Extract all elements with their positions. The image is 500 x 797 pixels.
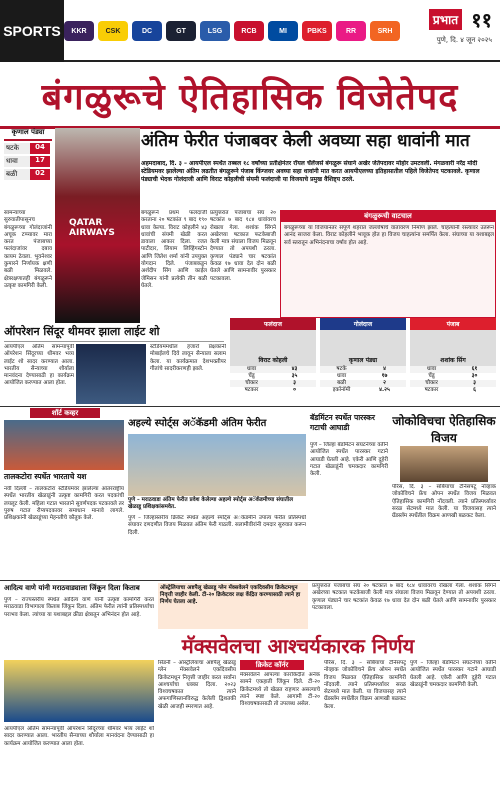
maxwell-intro: प्रत्युत्तरात पंजाबचा संघ २० षटकांत ७ बाद १८४ धावांवरच रोखला गेला. शशांक सिंगने अखेरच्या षटकात फटकेबाजी केली मात्र संघाला विजय मिळवून देण्यात तो अपयशी ठरला. कृणाल पंड्याने चार षटकांत केवळ १७ धावा देत दोन बळी घेतले आणि सामनावीर पुरस्कार पटकावला. (312, 583, 496, 611)
team-logo-pbks: PBKS (302, 21, 332, 41)
stats-panel (230, 318, 496, 404)
stat-value: ४.२५ (379, 387, 390, 393)
team-logo-lsg: LSG (200, 21, 230, 41)
info-box (280, 210, 496, 318)
academy-caption: पुणे – मराठवाडा अंतिम फेरीत प्रवेश केलेल्या अहल्ये स्पोर्ट्स अॅकॅडमीच्या संघातील खेळाडू प्रशिक्षकांसमवेत. (128, 497, 293, 510)
djokovic-headline: जोकोविचचा ऐतिहासिक विजय (392, 414, 496, 445)
scorecard-text: सामन्याच्या सुरुवातीपासूनच बंगळुरूच्या गोलंदाजांनी अचूक टप्प्यावर मारा करत पंजाबच्या फलंदाजांवर दबाव कायम ठेवला. भुवनेश्वर कुमारने निर्णायक क्षणी बळी मिळवले. क्षेत्ररक्षणातही बंगळुरूने उत्कृष्ट कामगिरी केली. (4, 210, 52, 289)
academy-headline: अहल्ये स्पोर्ट्स अॅकॅडमी अंतिम फेरीत (128, 418, 267, 429)
team-logo-csk: CSK (98, 21, 128, 41)
info-box-title: बंगळुरूची वाटचाल (281, 211, 495, 222)
stat-label: इकॉनॉमी (332, 387, 351, 393)
stat-value: ० (293, 387, 296, 393)
stat-value: ३५ (291, 373, 298, 379)
stat-label: चेंडू (428, 373, 435, 379)
stat-value: २ (383, 380, 386, 386)
op-sindoor-text-right: स्टेडियममधील हजारो प्रेक्षकांनी मोबाईलचे दिवे लावून सैन्याला सलाम केला. या कार्यक्रमात देशभक्तीपर गीतांचे सादरीकरणही झाले. (150, 344, 226, 372)
maxwell-caption: ऑस्ट्रेलियाचा अष्टपैलू खेळाडू ग्लेन मॅक्सवेलने एकदिवसीय क्रिकेटमधून निवृत्ती जाहीर केली. टी-२० क्रिकेटवर लक्ष केंद्रित करण्यासाठी त्याने हा निर्णय घेतला आहे. (158, 583, 308, 629)
stat-label: धावा (336, 373, 347, 379)
stat-label: धावा (426, 366, 437, 372)
stat-value: ३ (473, 380, 476, 386)
score-row: बळी 02 (4, 169, 52, 180)
stat-label: चौकार (245, 380, 258, 386)
masthead (0, 0, 500, 62)
section-rule (0, 406, 500, 407)
body-col-2: प्रत्युत्तरात पंजाबचा संघ २० षटकांत ७ बाद १८४ धावांवरच रोखला गेला. शशांक सिंगने अखेरच्या षटकात फटकेबाजी केली मात्र संघाला विजय मिळवून देण्यात तो अपयशी ठरला. कृणाल पंड्याने चार षटकांत केवळ १७ धावा देत दोन बळी घेतले आणि सामनावीर पुरस्कार पटकावला. (210, 210, 276, 282)
team-logos (64, 6, 414, 56)
stat-row (320, 380, 406, 387)
stat-player: विराट कोहली (230, 330, 316, 366)
info-box-text: बंगळुरूच्या या विजयानंतर संपूर्ण शहरात जल्लोषाचे वातावरण निर्माण झाले. चाहत्यांनी रस्त्यावर उतरून आनंद साजरा केला. विराट कोहलीने भावूक होत हा विजय चाहत्यांना समर्पित केला. संघाच्या या यशाबद्दल सर्व स्तरातून अभिनंदनाचा वर्षाव होत आहे. (284, 225, 494, 246)
light-show-photo (76, 344, 146, 404)
team-celebration-photo (4, 420, 124, 470)
stat-label: चौकार (425, 380, 438, 386)
stat-value: ६१ (471, 366, 478, 372)
badminton-headline: बॅडमिंटन स्पर्धेत पारस्कर गटाची आघाडी (310, 413, 375, 432)
stat-row (230, 387, 316, 394)
team-logo-srh: SRH (370, 21, 400, 41)
team-logo-kkr: KKR (64, 21, 94, 41)
jersey-sponsor: QATAR AIRWAYS (69, 218, 115, 238)
aditya-text: पुणे – राज्यस्तरीय स्पर्धेत आदित्य वाणे यांनी उत्कृष्ट कामगिरी करत मराठवाडा विभागाला किताब जिंकून दिला. अंतिम फेरीत त्यांनी प्रतिस्पर्ध्याचा पराभव केला. त्यांच्या या यशाबद्दल क्रीडा क्षेत्रातून अभिनंदन होत आहे. (4, 597, 154, 618)
scorecard-title: कृणाल पंड्या (4, 128, 52, 141)
maxwell-text-1: सिडनी – ऑस्ट्रेलियाचा अष्टपैलू खेळाडू ग्लेन मॅक्सवेलने एकदिवसीय क्रिकेटमधून निवृत्ती जाहीर करत सर्वांना आश्चर्याचा धक्का दिला. २०२३ विश्वचषकात त्याने अफगाणिस्तानविरुद्ध केलेली द्विशतकी खेळी आजही स्मरणात आहे. (158, 660, 236, 710)
stat-value: ३ (293, 380, 296, 386)
score-row: धावा 17 (4, 156, 52, 167)
maxwell-headline: मॅक्सवेलचा आश्चर्यकारक निर्णय (181, 634, 415, 658)
stat-player: कृणाल पंड्या (320, 330, 406, 366)
date-line: पुणे, दि. ४ जून २०२५ (436, 36, 492, 44)
brand-block (406, 6, 492, 56)
main-headline: बंगळुरूचे ऐतिहासिक विजेतेपद (41, 75, 459, 118)
team-logo-gt: GT (166, 21, 196, 41)
scorecard (4, 128, 52, 208)
stat-label: चेंडू (248, 373, 255, 379)
op-sindoor-text-left: आयपीएल अंतिम सामन्यापूर्वी ऑपरेशन सिंदूरच्या थीमवर भव्य लाईट शो सादर करण्यात आला. भारतीय सैन्याच्या शौर्याला मानवंदना देण्यासाठी हा कार्यक्रम आयोजित करण्यात आला होता. (4, 344, 74, 387)
stat-head: फलंदाज (230, 318, 316, 330)
stat-player: शशांक सिंग (410, 330, 496, 366)
page-number: ११ (471, 10, 492, 32)
stat-head: गोलंदाज (320, 318, 406, 330)
football-text: नवी दिल्ली – तालकटोरा स्टेडियमवर झालेल्या आंतरराष्ट्रीय स्पर्धेत भारतीय खेळाडूंनी उत्कृष्ट कामगिरी करत पदकांची लयलूट केली. महिला गटात भारताने सुवर्णपदक पटकावले तर पुरुष गटात रौप्यपदकावर समाधान मानावे लागले. प्रशिक्षकांनी खेळाडूंच्या मेहनतीचे कौतुक केले. (4, 486, 124, 522)
brand-logo: प्रभात (429, 9, 462, 30)
stat-column-punjab (410, 318, 496, 404)
academy-text: पुणे – जिल्हास्तरीय क्रिकेट स्पर्धेत अहल्ये स्पोर्ट्स अॅकॅडमीने उपांत्य फेरीत प्रतिस्पर्धी संघावर दणदणीत विजय मिळवत अंतिम फेरी गाठली. सलामीवीरांनी दमदार सुरुवात करून दिली. (128, 515, 306, 536)
team-logo-dc: DC (132, 21, 162, 41)
player-photo (55, 128, 140, 323)
stat-row (230, 373, 316, 380)
cricket-corner-tag: क्रिकेट कॉर्नर (240, 660, 304, 670)
team-logo-rcb: RCB (234, 21, 264, 41)
stat-head: पंजाब (410, 318, 496, 330)
stat-row (410, 380, 496, 387)
stat-row (320, 387, 406, 394)
short-cover-tag: शॉर्ट कव्हर (30, 408, 100, 418)
stat-row (230, 366, 316, 373)
stat-label: धावा (246, 366, 257, 372)
stat-label: षटकार (424, 387, 439, 393)
stat-column-bowler (320, 318, 406, 404)
maxwell-text-4: पुणे – जिल्हा बॅडमिंटन संघटनेच्या वतीने आयोजित स्पर्धेत पारस्कर गटाने आघाडी घेतली आहे. एकेरी आणि दुहेरी गटात खेळाडूंनी चमकदार कामगिरी केली. (410, 660, 496, 688)
maxwell-text-2: मॅक्सवेलने आपल्या कारकिर्दीत अनेक सामने एकहाती जिंकून दिले. टी-२० क्रिकेटमध्ये तो खेळत राहणार असल्याचे त्याने स्पष्ट केले. आगामी टी-२० विश्वचषकासाठी तो उपलब्ध असेल. (240, 672, 320, 708)
stat-value: १७ (381, 373, 388, 379)
team-logo-mi: MI (268, 21, 298, 41)
stat-label: बळी (337, 380, 346, 386)
stat-row (410, 366, 496, 373)
stat-row (320, 373, 406, 380)
stat-value: ४ (383, 366, 386, 372)
stat-value: ६ (473, 387, 476, 393)
maxwell-text-3: पॅरिस, दि. ३ – सर्बियाचा टेनिसपटू नोव्हाक जोकोविचने फ्रेंच ओपन स्पर्धेत विजय मिळवत ऐतिहासिक कामगिरी नोंदवली. त्याने प्रतिस्पर्ध्यावर सरळ सेटमध्ये मात केली. या विजयासह त्याने ग्रँडस्लॅम स्पर्धेतील विक्रम आणखी बळकट केला. (324, 660, 406, 710)
stat-row (410, 373, 496, 380)
lead-paragraph: अहमदाबाद, दि. ३ – आयपीएल स्पर्धेत तब्बल १८ वर्षांच्या प्रतीक्षेनंतर रॉयल चॅलेंजर्स बंगळुरू संघाने अखेर जेतेपदावर मोहोर उमटवली. मंगळवारी नरेंद्र मोदी स्टेडियमवर झालेल्या अंतिम लढतीत बंगळुरूने पंजाब किंग्जवर अवघ्या सहा धावांनी मात करत आयपीएलच्या इतिहासातील पहिले विजेतेपद पटकावले. कृणाल पंड्याची भेदक गोलंदाजी आणि विराट कोहलीची संयमी फलंदाजी या विजयाचे प्रमुख वैशिष्ट्य ठरले. (141, 160, 480, 183)
maxwell-photo (4, 660, 154, 722)
stat-row (320, 366, 406, 373)
djokovic-photo (400, 446, 488, 482)
djokovic-text: पॅरिस, दि. ३ – सर्बियाचा टेनिसपटू नोव्हाक जोकोविचने फ्रेंच ओपन स्पर्धेत विजय मिळवत ऐतिहासिक कामगिरी नोंदवली. त्याने प्रतिस्पर्ध्यावर सरळ सेटमध्ये मात केली. या विजयासह त्याने ग्रँडस्लॅम स्पर्धेतील विक्रम आणखी बळकट केला. (392, 484, 496, 520)
stat-label: षटकार (244, 387, 259, 393)
team-logo-rr: RR (336, 21, 366, 41)
stat-value: ४३ (291, 366, 298, 372)
academy-photo (128, 434, 306, 496)
stat-label: षटके (336, 366, 347, 372)
op-sindoor-title: ऑपरेशन सिंदूर थीमवर झाला लाईट शो (4, 324, 224, 342)
body-col-1: बंगळुरूने प्रथम फलंदाजी करताना २० षटकांत ९ बाद १९० धावा केल्या. विराट कोहलीने ४३ धावांची संयमी खेळी करत डावाला आकार दिला. रजत पाटीदार, लियाम लिव्हिंगस्टोन आणि जितेश शर्मा यांनी उपयुक्त योगदान दिले. पंजाबकडून अर्शदीप सिंग आणि काईल जेमिसन यांनी प्रत्येकी तीन बळी घेतले. (141, 210, 207, 289)
section-rule (0, 580, 500, 581)
stat-row (230, 380, 316, 387)
aditya-text-2: आयपीएल अंतिम सामन्यापूर्वी ऑपरेशन सिंदूरच्या थीमवर भव्य लाईट शो सादर करण्यात आला. भारतीय सैन्याच्या शौर्याला मानवंदना देण्यासाठी हा कार्यक्रम आयोजित करण्यात आला होता. (4, 726, 154, 747)
section-label: SPORTS (0, 0, 64, 62)
stat-column-batter (230, 318, 316, 404)
score-row: षटके 04 (4, 143, 52, 154)
sub-headline: अंतिम फेरीत पंजाबवर केली अवघ्या सहा धावांनी मात (141, 131, 470, 151)
stat-value: ३० (471, 373, 478, 379)
aditya-headline: आदित्य वाणे यांनी मराठवाड्याला जिंकून दिला किताब (4, 583, 140, 592)
badminton-text: पुणे – जिल्हा बॅडमिंटन संघटनेच्या वतीने आयोजित स्पर्धेत पारस्कर गटाने आघाडी घेतली आहे. एकेरी आणि दुहेरी गटात खेळाडूंनी चमकदार कामगिरी केली. (310, 442, 388, 478)
football-headline: तालकटोरा स्पर्धेत भारताचे यश (4, 472, 87, 481)
stat-row (410, 387, 496, 394)
